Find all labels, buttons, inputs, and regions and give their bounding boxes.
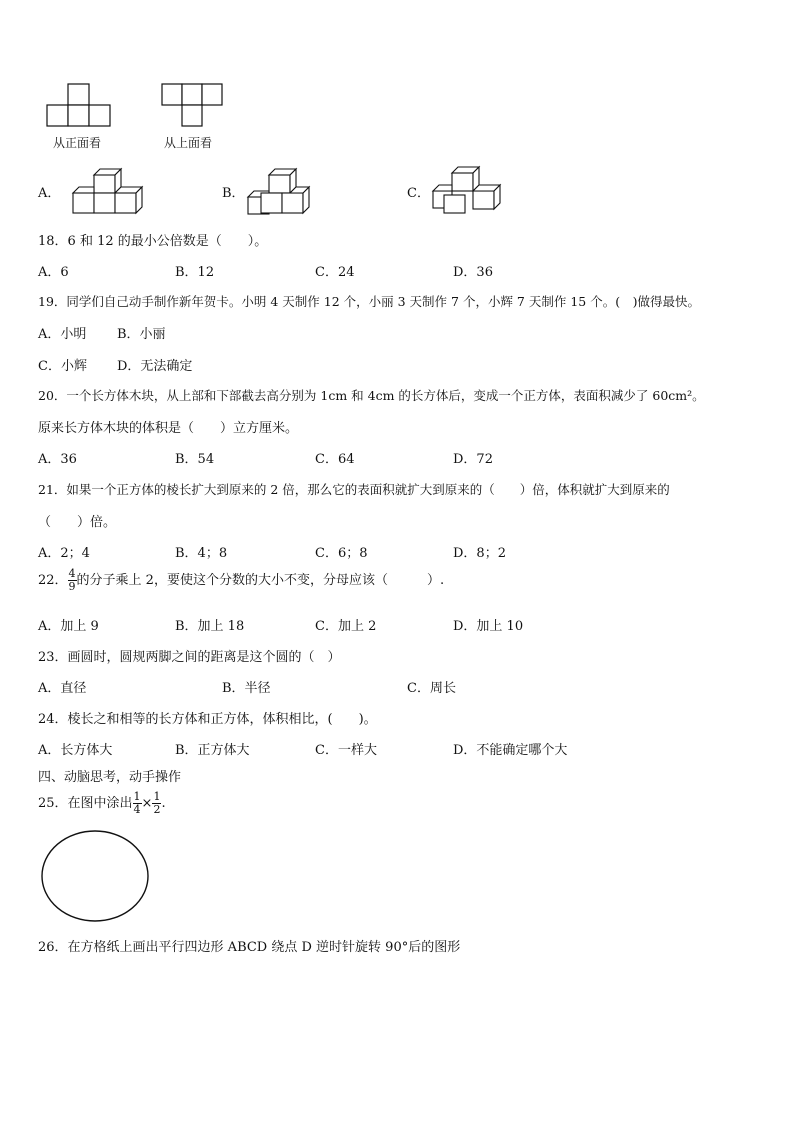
- q20-option-a[interactable]: A．36: [38, 452, 77, 467]
- q23-option-b[interactable]: B．半径: [222, 681, 271, 696]
- q19-text: 19．同学们自己动手制作新年贺卡。小明 4 天制作 12 个，小丽 3 天制作 7 个，小辉 7 天制作 15 个。( )做得最快。: [38, 294, 700, 309]
- q22-option-a[interactable]: A．加上 9: [38, 619, 99, 634]
- q18-text: 18．6 和 12 的最小公倍数是（ ）。: [38, 234, 268, 249]
- q24-option-c[interactable]: C．一样大: [315, 743, 377, 758]
- q22-line: [38, 568, 444, 593]
- q17-option-a-key[interactable]: A．: [38, 186, 61, 201]
- q17-option-a-cubes[interactable]: [72, 167, 142, 217]
- top-view-figure: [161, 83, 231, 129]
- q23-option-a[interactable]: A．直径: [38, 681, 87, 696]
- q23-option-c[interactable]: C．周长: [407, 681, 456, 696]
- q23-text: 23．画圆时，圆规两脚之间的距离是这个圆的（ ）: [38, 650, 341, 665]
- q25-prefix: 25．在图中涂出: [38, 796, 133, 811]
- q24-option-a[interactable]: A．长方体大: [38, 743, 113, 758]
- q17-option-b-key[interactable]: B．: [222, 186, 245, 201]
- q21-line2: （ ）倍。: [38, 515, 117, 530]
- q25-fraction-1: [133, 791, 142, 816]
- q22-suffix: 的分子乘上 2，要使这个分数的大小不变，分母应该（ ）.: [76, 573, 445, 588]
- q25-fraction-1-denominator: 4: [133, 803, 141, 816]
- q22-fraction: [68, 568, 77, 593]
- q18-option-a[interactable]: A．6: [38, 265, 69, 280]
- q20-option-d[interactable]: D．72: [453, 452, 493, 467]
- q22-option-c[interactable]: C．加上 2: [315, 619, 377, 634]
- q21-option-a[interactable]: A．2；4: [38, 546, 90, 561]
- q22-prefix: 22．: [38, 573, 68, 588]
- q22-fraction-denominator: 9: [68, 580, 76, 593]
- q22-fraction-numerator: 4: [68, 567, 76, 580]
- q18-option-b[interactable]: B．12: [175, 265, 215, 280]
- q17-option-c-cubes[interactable]: [432, 165, 502, 215]
- q25-fraction-2-denominator: 2: [153, 803, 161, 816]
- q24-option-d[interactable]: D．不能确定哪个大: [453, 743, 568, 758]
- q21-line1: 21．如果一个正方体的棱长扩大到原来的 2 倍，那么它的表面积就扩大到原来的（ ）倍，体积就扩大到原来的: [38, 482, 670, 497]
- q25-suffix: .: [161, 796, 166, 811]
- q21-option-b[interactable]: B．4；8: [175, 546, 228, 561]
- q18-option-c[interactable]: C．24: [315, 265, 355, 280]
- q26-text: 26．在方格纸上画出平行四边形 ABCD 绕点 D 逆时针旋转 90°后的图形: [38, 940, 461, 955]
- q21-option-c[interactable]: C．6；8: [315, 546, 368, 561]
- q21-option-d[interactable]: D．8；2: [453, 546, 506, 561]
- q19-option-a[interactable]: A．小明: [38, 327, 87, 342]
- q20-line1: 20．一个长方体木块，从上部和下部截去高分别为 1cm 和 4cm 的长方体后，变成一个正方体，表面积减少了 60cm²。: [38, 388, 705, 403]
- q17-option-b-cubes[interactable]: [247, 167, 317, 217]
- section-4-title: 四、动脑思考，动手操作: [38, 770, 182, 785]
- q19-option-b[interactable]: B．小丽: [117, 327, 166, 342]
- q25-fraction-2-numerator: 1: [153, 790, 161, 803]
- q20-option-b[interactable]: B．54: [175, 452, 215, 467]
- q18-option-d[interactable]: D．36: [453, 265, 493, 280]
- front-view-label: 从正面看: [53, 136, 102, 150]
- q25-circle-figure[interactable]: [40, 829, 152, 925]
- q25-fraction-1-numerator: 1: [133, 790, 141, 803]
- q22-option-d[interactable]: D．加上 10: [453, 619, 524, 634]
- q19-option-c[interactable]: C．小辉: [38, 359, 87, 374]
- top-view-label: 从上面看: [164, 136, 213, 150]
- q17-option-c-key[interactable]: C．: [407, 186, 430, 201]
- q20-option-c[interactable]: C．64: [315, 452, 355, 467]
- q25-line: [38, 791, 166, 816]
- q24-option-b[interactable]: B．正方体大: [175, 743, 250, 758]
- q20-line2: 原来长方体木块的体积是（ ）立方厘米。: [38, 421, 299, 436]
- q25-times: ×: [141, 796, 153, 811]
- front-view-figure: [46, 83, 116, 129]
- q24-text: 24．棱长之和相等的长方体和正方体，体积相比，( )。: [38, 712, 377, 727]
- q19-option-d[interactable]: D．无法确定: [117, 359, 193, 374]
- q22-option-b[interactable]: B．加上 18: [175, 619, 245, 634]
